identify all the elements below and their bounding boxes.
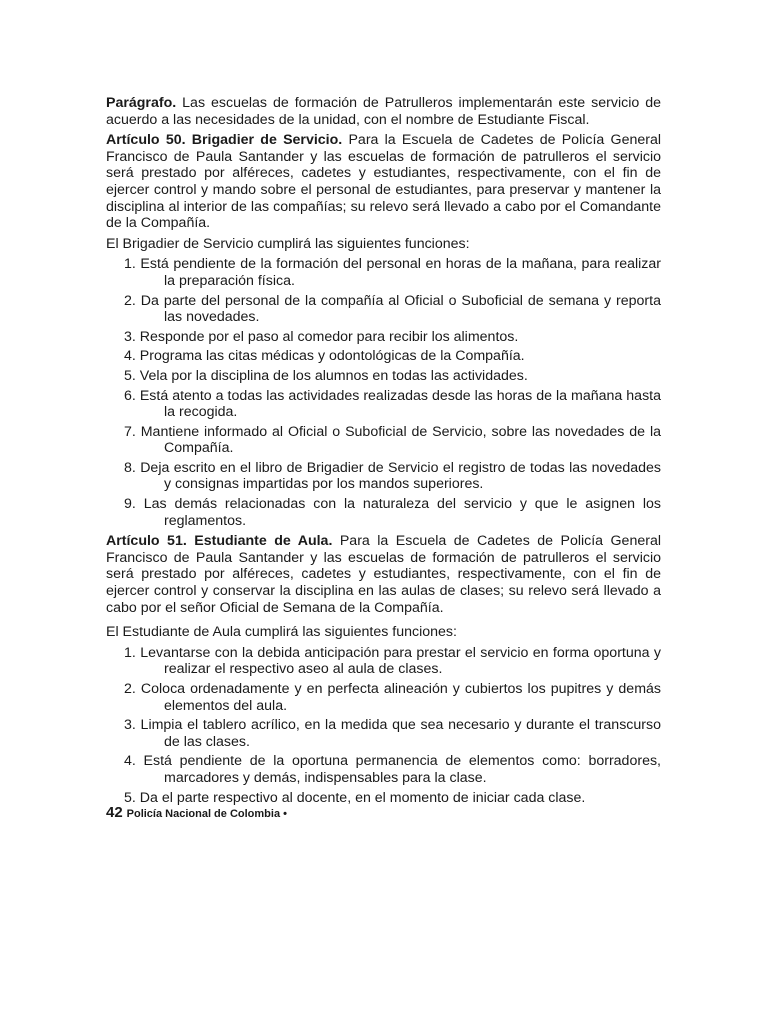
- list-item: 6. Está atento a todas las actividades realizadas desde las horas de la mañana hasta la recogida.: [124, 387, 661, 421]
- list-item: 9. Las demás relacionadas con la naturaleza del servicio y que le asignen los reglamentos.: [124, 496, 661, 529]
- article-50-list: [106, 256, 661, 529]
- list-item: 4. Programa las citas médicas y odontológicas de la Compañía.: [124, 348, 525, 365]
- list-item: 8. Deja escrito en el libro de Brigadier de Servicio el registro de todas las novedades y consignas impartidas por los mandos superiores.: [124, 459, 661, 493]
- list-item: 3. Responde por el paso al comedor para recibir los alimentos.: [124, 328, 519, 345]
- list-item: 1. Levantarse con la debida anticipación para prestar el servicio en forma oportuna y realizar el respectivo aseo al aula de clases.: [124, 644, 661, 678]
- list-item: 2. Da parte del personal de la compañía al Oficial o Suboficial de semana y reporta las novedades.: [124, 292, 661, 326]
- page-footer: [106, 805, 287, 823]
- article-51-text: Para la Escuela de Cadetes de Policía General Francisco de Paula Santander y las escuelas de formación de patrulleros el servicio será prestado por alféreces, cadetes y estudiantes, respectivamente, con el fin de ejercer control y conservar la disciplina en las aulas de clases; su relevo será llevado a cabo por el señor Oficial de Semana de la Compañía.: [106, 533, 661, 616]
- article-50-text: Para la Escuela de Cadetes de Policía General Francisco de Paula Santander y las escuelas de formación de patrulleros el servicio será prestado por alféreces, cadetes y estudiantes, respectivamente, con el fin de ejercer control y mando sobre el personal de estudiantes, para preservar y mantener la disciplina al interior de las compañías; su relevo será llevado a cabo por el Comandante de la Compañía.: [106, 132, 662, 232]
- paragrafo-label: Parágrafo.: [106, 95, 177, 111]
- list-item: 4. Está pendiente de la oportuna permanencia de elementos como: borradores, marcadores y demás, indispensables para la clase.: [124, 753, 661, 786]
- list-item: 5. Da el parte respectivo al docente, en el momento de iniciar cada clase.: [124, 789, 586, 806]
- article-50-title: Artículo 50. Brigadier de Servicio.: [106, 132, 343, 149]
- list-item: 7. Mantiene informado al Oficial o Suboficial de Servicio, sobre las novedades de la Compañía.: [124, 423, 661, 457]
- article-51-title: Artículo 51. Estudiante de Aula.: [106, 533, 333, 550]
- article-50-paragraph: [106, 132, 661, 232]
- article-51-list: [106, 645, 661, 806]
- article-50-intro: El Brigadier de Servicio cumplirá las siguientes funciones:: [106, 235, 470, 252]
- article-51-paragraph: [106, 533, 661, 616]
- list-item: 1. Está pendiente de la formación del personal en horas de la mañana, para realizar la preparación física.: [124, 256, 661, 289]
- document-page: [106, 95, 661, 810]
- page-number: 42: [106, 804, 123, 821]
- footer-publisher: Policía Nacional de Colombia •: [126, 808, 287, 820]
- list-item: 3. Limpia el tablero acrílico, en la medida que sea necesario y durante el transcurso de las clases.: [124, 717, 661, 750]
- list-item: 2. Coloca ordenadamente y en perfecta alineación y cubiertos los pupitres y demás elementos del aula.: [124, 681, 661, 714]
- paragrafo-text: Las escuelas de formación de Patrulleros implementarán este servicio de acuerdo a las necesidades de la unidad, con el nombre de Estudiante Fiscal.: [106, 95, 661, 128]
- list-item: 5. Vela por la disciplina de los alumnos en todas las actividades.: [124, 367, 528, 384]
- paragrafo-paragraph: [106, 95, 661, 128]
- article-51-intro: El Estudiante de Aula cumplirá las siguientes funciones:: [106, 624, 457, 641]
